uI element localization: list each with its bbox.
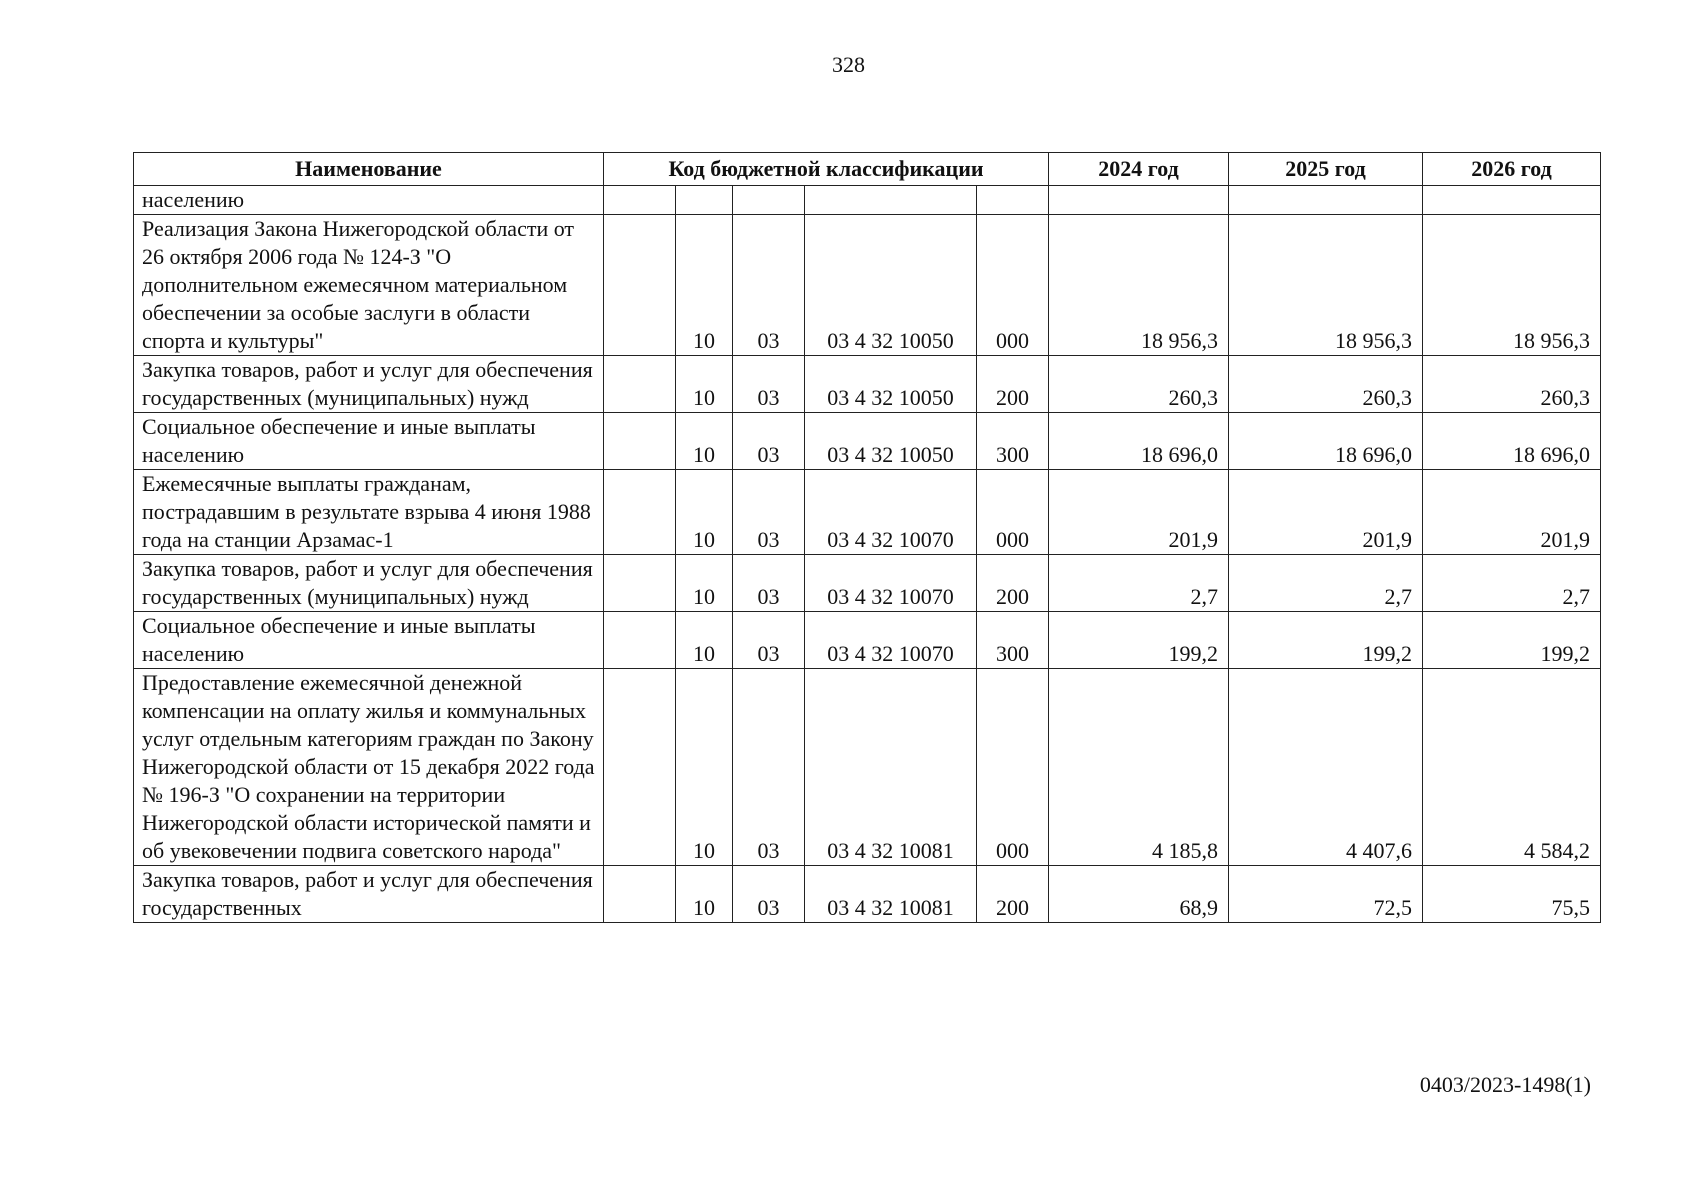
row-empty-code [604, 413, 676, 470]
row-value-2024: 201,9 [1049, 470, 1229, 555]
row-code-subsection: 03 [733, 669, 805, 866]
row-code-expense-type: 200 [977, 356, 1049, 413]
row-code-expense-type: 000 [977, 470, 1049, 555]
row-code-subsection: 03 [733, 555, 805, 612]
table-row [134, 413, 1601, 470]
row-code-expense-type: 300 [977, 612, 1049, 669]
row-value-2024: 18 956,3 [1049, 215, 1229, 356]
row-empty-code [604, 215, 676, 356]
row-code-subsection: 03 [733, 470, 805, 555]
row-name: Реализация Закона Нижегородской области от 26 октября 2006 года № 124-З "О дополнительном ежемесячном материальном обеспечении за особые заслуги в области спорта и культуры" [134, 215, 604, 356]
row-code-section: 10 [676, 470, 733, 555]
budget-table [133, 152, 1601, 923]
row-empty-code [604, 866, 676, 923]
row-value-2026: 2,7 [1423, 555, 1601, 612]
row-code-section: 10 [676, 612, 733, 669]
row-value-2024 [1049, 186, 1229, 215]
header-row [134, 153, 1601, 186]
row-value-2025: 18 956,3 [1229, 215, 1423, 356]
header-2026: 2026 год [1423, 153, 1601, 186]
row-name: Социальное обеспечение и иные выплаты населению [134, 413, 604, 470]
row-code-target: 03 4 32 10070 [805, 555, 977, 612]
row-name: Социальное обеспечение и иные выплаты населению [134, 612, 604, 669]
row-value-2026: 199,2 [1423, 612, 1601, 669]
row-name: Закупка товаров, работ и услуг для обеспечения государственных [134, 866, 604, 923]
row-code-expense-type: 200 [977, 866, 1049, 923]
row-name: Закупка товаров, работ и услуг для обеспечения государственных (муниципальных) нужд [134, 356, 604, 413]
table-body [134, 186, 1601, 923]
row-code-subsection [733, 186, 805, 215]
row-value-2026: 201,9 [1423, 470, 1601, 555]
row-value-2024: 68,9 [1049, 866, 1229, 923]
row-code-expense-type: 200 [977, 555, 1049, 612]
table-row [134, 612, 1601, 669]
row-value-2026: 75,5 [1423, 866, 1601, 923]
document-number: 0403/2023-1498(1) [1419, 1072, 1591, 1097]
row-code-subsection: 03 [733, 356, 805, 413]
page-number: 328 [832, 52, 865, 77]
row-code-section: 10 [676, 555, 733, 612]
row-code-section: 10 [676, 669, 733, 866]
row-code-target: 03 4 32 10081 [805, 669, 977, 866]
row-empty-code [604, 612, 676, 669]
row-value-2025: 72,5 [1229, 866, 1423, 923]
row-code-expense-type: 300 [977, 413, 1049, 470]
row-value-2025: 201,9 [1229, 470, 1423, 555]
row-empty-code [604, 356, 676, 413]
row-empty-code [604, 555, 676, 612]
row-code-target: 03 4 32 10070 [805, 470, 977, 555]
row-code-target: 03 4 32 10050 [805, 356, 977, 413]
table-row [134, 186, 1601, 215]
table-row [134, 356, 1601, 413]
row-value-2025: 199,2 [1229, 612, 1423, 669]
row-value-2025: 18 696,0 [1229, 413, 1423, 470]
row-code-target: 03 4 32 10050 [805, 215, 977, 356]
row-code-section: 10 [676, 215, 733, 356]
row-code-subsection: 03 [733, 413, 805, 470]
row-empty-code [604, 186, 676, 215]
row-name: Предоставление ежемесячной денежной компенсации на оплату жилья и коммунальных услуг отдельным категориям граждан по Закону Нижегородской области от 15 декабря 2022 года № 196-З "О сохранении на территории Нижегородской области исторической памяти и об увековечении подвига советского народа" [134, 669, 604, 866]
row-name: Ежемесячные выплаты гражданам, пострадавшим в результате взрыва 4 июня 1988 года на станции Арзамас-1 [134, 470, 604, 555]
row-value-2026 [1423, 186, 1601, 215]
row-name: населению [134, 186, 604, 215]
row-code-subsection: 03 [733, 612, 805, 669]
row-value-2026: 18 696,0 [1423, 413, 1601, 470]
row-value-2024: 199,2 [1049, 612, 1229, 669]
row-code-section: 10 [676, 866, 733, 923]
row-code-subsection: 03 [733, 215, 805, 356]
header-name: Наименование [134, 153, 604, 186]
table-row [134, 215, 1601, 356]
row-code-section: 10 [676, 356, 733, 413]
row-value-2026: 18 956,3 [1423, 215, 1601, 356]
row-value-2024: 4 185,8 [1049, 669, 1229, 866]
row-code-target: 03 4 32 10081 [805, 866, 977, 923]
row-empty-code [604, 669, 676, 866]
row-value-2026: 260,3 [1423, 356, 1601, 413]
row-value-2026: 4 584,2 [1423, 669, 1601, 866]
row-code-target [805, 186, 977, 215]
row-code-section: 10 [676, 413, 733, 470]
row-code-expense-type: 000 [977, 669, 1049, 866]
header-2024: 2024 год [1049, 153, 1229, 186]
row-value-2024: 260,3 [1049, 356, 1229, 413]
header-2025: 2025 год [1229, 153, 1423, 186]
header-code: Код бюджетной классификации [604, 153, 1049, 186]
row-code-section [676, 186, 733, 215]
row-code-subsection: 03 [733, 866, 805, 923]
table-row [134, 669, 1601, 866]
row-value-2025: 2,7 [1229, 555, 1423, 612]
row-name: Закупка товаров, работ и услуг для обеспечения государственных (муниципальных) нужд [134, 555, 604, 612]
table-row [134, 866, 1601, 923]
row-code-target: 03 4 32 10050 [805, 413, 977, 470]
row-empty-code [604, 470, 676, 555]
row-code-target: 03 4 32 10070 [805, 612, 977, 669]
table-row [134, 470, 1601, 555]
row-value-2025: 260,3 [1229, 356, 1423, 413]
table-row [134, 555, 1601, 612]
row-code-expense-type [977, 186, 1049, 215]
row-value-2024: 2,7 [1049, 555, 1229, 612]
row-code-expense-type: 000 [977, 215, 1049, 356]
row-value-2024: 18 696,0 [1049, 413, 1229, 470]
row-value-2025 [1229, 186, 1423, 215]
row-value-2025: 4 407,6 [1229, 669, 1423, 866]
